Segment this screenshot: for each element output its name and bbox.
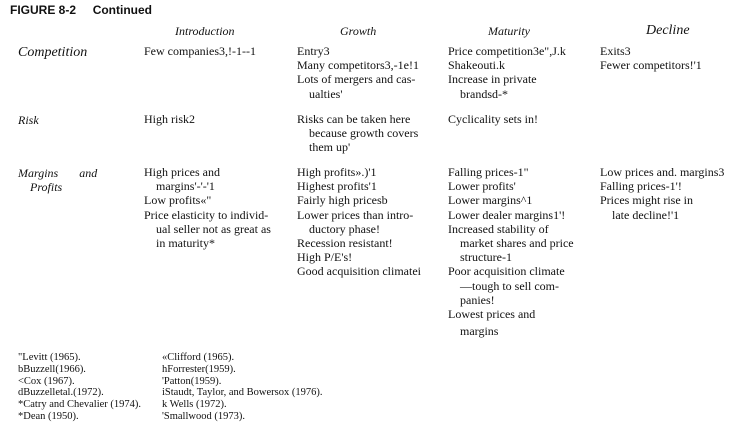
figure-label: FIGURE 8-2 bbox=[10, 3, 77, 17]
cell-line: structure-1 bbox=[460, 250, 512, 265]
cell-line: Lower margins^1 bbox=[448, 193, 533, 208]
cell-line: Recession resistant! bbox=[297, 236, 393, 251]
cell-line: ualties' bbox=[309, 86, 343, 101]
margins-decline-cell bbox=[600, 165, 724, 222]
cell-line: Increase in private bbox=[448, 72, 537, 87]
cell-line: Falling prices-1" bbox=[448, 165, 529, 179]
cell-line: Highest profits'1 bbox=[297, 179, 377, 194]
row-label-margins-word: Margins bbox=[18, 166, 59, 180]
cell-line: Entry3 bbox=[297, 44, 330, 58]
row-label-competition: Competition bbox=[18, 45, 88, 60]
footnote: *Dean (1950). bbox=[18, 410, 79, 422]
row-label-profits: Profits bbox=[30, 180, 63, 194]
cell-line: Many competitors3,-1e!1 bbox=[297, 58, 419, 73]
column-header-growth: Growth bbox=[340, 24, 377, 38]
cell-line: in maturity* bbox=[156, 236, 215, 251]
cell-line: Price competition3e",J.k bbox=[448, 44, 566, 58]
margins-growth-cell bbox=[297, 165, 421, 279]
cell-line: Lower dealer margins1'! bbox=[448, 207, 566, 222]
competition-maturity-cell bbox=[448, 44, 566, 101]
footnote: iStaudt, Taylor, and Bowersox (1976). bbox=[162, 387, 323, 399]
cell-line: panies! bbox=[460, 292, 495, 307]
column-header-decline: Decline bbox=[646, 23, 690, 38]
risk-maturity-cell bbox=[448, 112, 538, 126]
footnote: «Clifford (1965). bbox=[162, 352, 235, 363]
cell-line: High P/E's! bbox=[297, 250, 353, 265]
cell-line: Low prices and. margins3 bbox=[600, 165, 725, 179]
row-label-and-word: and bbox=[79, 166, 98, 180]
cell-line: Price elasticity to individ- bbox=[144, 207, 269, 222]
footnote: "Levitt (1965). bbox=[18, 352, 81, 363]
risk-introduction-cell bbox=[144, 112, 195, 126]
cell-line: High prices and bbox=[144, 165, 220, 179]
cell-line: Risks can be taken here bbox=[297, 112, 411, 126]
cell-line: —tough to sell com- bbox=[460, 278, 559, 293]
row-label-risk: Risk bbox=[18, 113, 39, 127]
footnote: hForrester(1959). bbox=[162, 363, 236, 375]
cell-line: Lowest prices and bbox=[448, 307, 536, 322]
cell-line: Few companies3,!-1--1 bbox=[144, 44, 256, 58]
column-header-introduction: Introduction bbox=[175, 24, 235, 38]
footnote: dBuzzelletal.(1972). bbox=[18, 387, 104, 399]
cell-line: Low profits«" bbox=[144, 193, 212, 208]
cell-line: Shakeouti.k bbox=[448, 58, 505, 73]
margins-maturity-cell bbox=[448, 165, 574, 338]
footnote: 'Smallwood (1973). bbox=[162, 410, 245, 422]
footnote: *Catry and Chevalier (1974). bbox=[18, 399, 142, 411]
cell-line: brandsd-* bbox=[460, 86, 508, 101]
cell-line: High risk2 bbox=[144, 112, 195, 126]
competition-growth-cell bbox=[297, 44, 419, 101]
cell-line: margins bbox=[460, 324, 499, 339]
risk-growth-cell bbox=[297, 112, 418, 155]
cell-line: ductory phase! bbox=[309, 221, 380, 236]
cell-line: ual seller not as great as bbox=[156, 221, 271, 236]
competition-decline-cell bbox=[600, 44, 702, 72]
cell-line: High profits».)'1 bbox=[297, 165, 377, 179]
figure-title bbox=[10, 3, 152, 17]
footnotes-right bbox=[162, 352, 323, 423]
row-label-margins bbox=[18, 166, 97, 181]
cell-line: Lower prices than intro- bbox=[297, 207, 414, 222]
cell-line: Falling prices-1'! bbox=[600, 179, 682, 194]
cell-line: margins'-'-'1 bbox=[156, 179, 215, 194]
footnote: <Cox (1967). bbox=[18, 375, 75, 387]
cell-line: late decline!'1 bbox=[612, 207, 680, 222]
cell-line: them up' bbox=[309, 140, 351, 155]
cell-line: Fairly high pricesb bbox=[297, 193, 388, 208]
figure-continued: Continued bbox=[92, 3, 153, 17]
cell-line: Increased stability of bbox=[448, 221, 549, 236]
footnotes-left bbox=[18, 352, 141, 423]
footnote: 'Patton(1959). bbox=[162, 375, 222, 387]
cell-line: Lower profits' bbox=[448, 179, 516, 194]
cell-line: Poor acquisition climate bbox=[448, 264, 565, 279]
cell-line: Lots of mergers and cas- bbox=[297, 72, 416, 87]
cell-line: Exits3 bbox=[600, 44, 631, 58]
margins-introduction-cell bbox=[144, 165, 271, 250]
cell-line: Cyclicality sets in! bbox=[448, 112, 538, 126]
cell-line: because growth covers bbox=[309, 126, 419, 141]
cell-line: Prices might rise in bbox=[600, 193, 693, 208]
footnote: k Wells (1972). bbox=[162, 399, 227, 411]
cell-line: market shares and price bbox=[460, 236, 574, 251]
cell-line: Fewer competitors!'1 bbox=[600, 58, 702, 73]
footnote: bBuzzell(1966). bbox=[18, 363, 86, 375]
cell-line: Good acquisition climatei bbox=[297, 264, 421, 279]
competition-introduction-cell bbox=[144, 44, 256, 58]
column-header-maturity: Maturity bbox=[488, 24, 530, 38]
